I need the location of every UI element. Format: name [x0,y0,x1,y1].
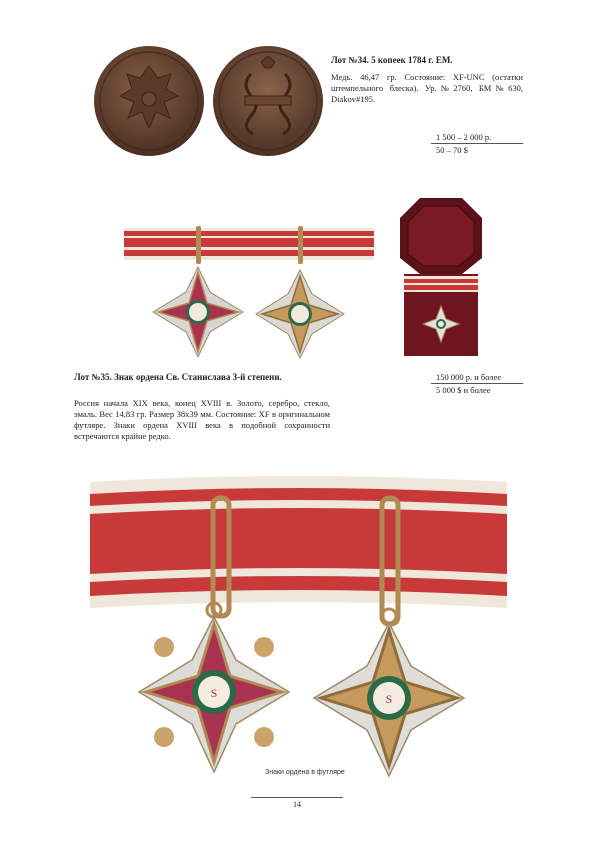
lot-34-price-usd: 50 – 70 $ [436,145,468,155]
lot-35-price-rule [431,383,523,384]
order-case-image [398,196,484,358]
lot-34-title: Лот №34. 5 копеек 1784 г. ЕМ. [331,55,453,65]
svg-text:S: S [385,692,393,706]
svg-text:5: 5 [114,136,119,146]
photo-caption: Знаки ордена в футляре [265,769,345,776]
svg-text:S: S [210,686,218,700]
lot-35-title: Лот №35. Знак ордена Св. Станислава 3-й степени. [74,372,282,382]
lot-34-description: Медь. 46,47 гр. Состояние: XF-UNC (остатки штемпельного блеска). Ур.№2760, БМ№630, Diakov#195. [331,72,523,104]
badges-on-ribbon-image [122,222,376,362]
badges-large-image [86,470,511,782]
lot-35-price-rub: 150 000 р. и более [436,372,502,382]
lot-34-price-rub: 1 500 – 2 000 р. [436,132,492,142]
footer-rule [251,797,343,798]
lot-34-price-rule [431,143,523,144]
lot-35-price-usd: 5 000 $ и более [436,385,491,395]
lot-35-description: Россия начала XIX века, конец XVIII в. Золото, серебро, стекло, эмаль. Вес 14,83 гр. Размер 38х39 мм. Состояние: XF в оригинальном футляре. Знаки ордена XVIII века в подобной сохранности встречаются крайне редко. [74,398,330,441]
coin-obverse-image [92,44,206,158]
coin-reverse-image [211,44,325,158]
page-number: 14 [293,800,301,809]
